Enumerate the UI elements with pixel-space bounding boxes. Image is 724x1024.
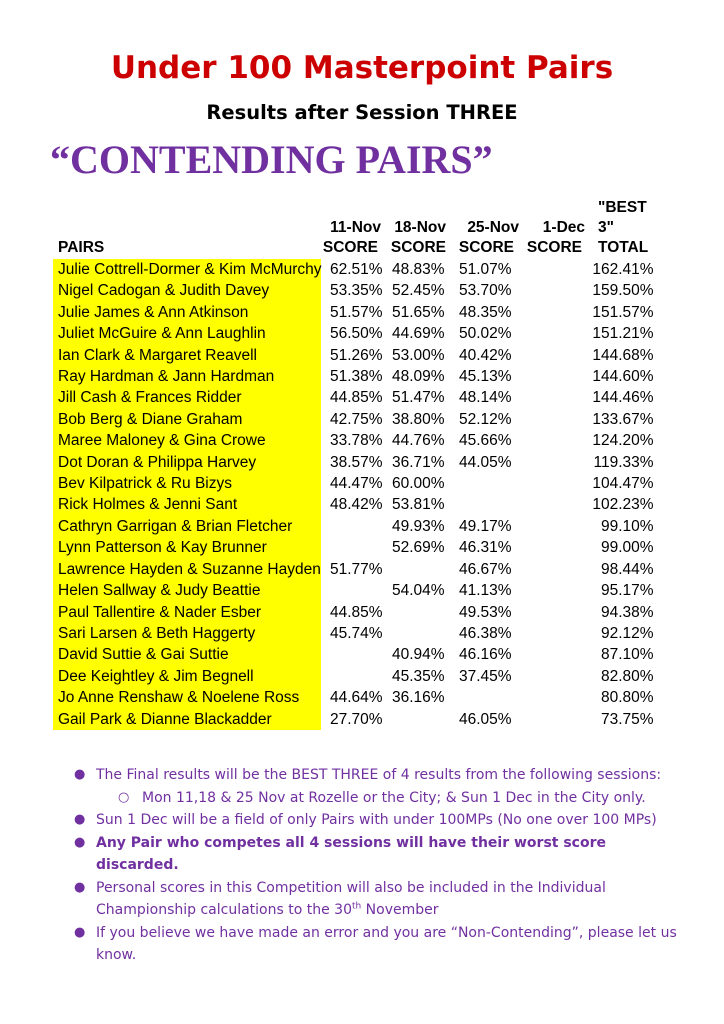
pair-name: Dot Doran & Philippa Harvey xyxy=(58,453,257,471)
header-total-line1: "BEST xyxy=(598,199,647,216)
table-row xyxy=(0,580,654,601)
pair-name: Juliet McGuire & Ann Laughlin xyxy=(58,325,266,343)
score-11-nov: 51.77% xyxy=(329,560,383,578)
bullet-icon: ● xyxy=(74,767,86,782)
pair-name: Cathryn Garrigan & Brian Fletcher xyxy=(58,517,293,535)
score-25-nov: 50.02% xyxy=(458,325,512,343)
score-11-nov xyxy=(322,537,383,558)
score-1-dec xyxy=(512,473,579,494)
score-18-nov: 36.16% xyxy=(391,689,445,707)
score-18-nov xyxy=(383,709,445,730)
score-1-dec xyxy=(512,516,579,537)
best-3-total: 98.44% xyxy=(600,560,654,578)
best-3-total: 87.10% xyxy=(600,646,654,664)
pair-name: Julie James & Ann Atkinson xyxy=(58,303,249,321)
score-1-dec xyxy=(512,623,579,644)
header-s2-date: 18-Nov xyxy=(394,219,446,236)
score-18-nov: 49.93% xyxy=(391,517,445,535)
score-18-nov: 48.09% xyxy=(391,368,445,386)
pair-name: Jo Anne Renshaw & Noelene Ross xyxy=(58,689,300,707)
best-3-total: 144.68% xyxy=(592,346,654,364)
score-25-nov: 46.05% xyxy=(458,710,512,728)
score-25-nov: 41.13% xyxy=(458,582,512,600)
score-18-nov: 52.45% xyxy=(391,282,445,300)
table-row xyxy=(0,452,654,473)
best-3-total: 133.67% xyxy=(592,410,654,428)
best-3-total: 92.12% xyxy=(600,624,654,642)
best-3-total: 95.17% xyxy=(600,582,654,600)
score-25-nov: 49.53% xyxy=(458,603,512,621)
page-subtitle: Results after Session THREE xyxy=(206,101,518,124)
notes-section xyxy=(74,764,684,967)
score-11-nov: 44.64% xyxy=(329,689,383,707)
score-1-dec xyxy=(512,280,579,301)
score-1-dec xyxy=(512,259,579,280)
table-row xyxy=(0,259,654,280)
table-row xyxy=(0,494,654,515)
best-3-total: 99.00% xyxy=(600,539,654,557)
score-1-dec xyxy=(512,687,579,708)
best-3-total: 99.10% xyxy=(600,517,654,535)
score-25-nov: 46.31% xyxy=(458,539,512,557)
best-3-total: 119.33% xyxy=(593,453,654,471)
score-18-nov: 36.71% xyxy=(391,453,445,471)
bullet-icon: ● xyxy=(74,879,86,895)
score-25-nov: 49.17% xyxy=(458,517,512,535)
best-3-total: 82.80% xyxy=(600,667,654,685)
score-25-nov: 45.66% xyxy=(458,432,512,450)
score-11-nov: 51.57% xyxy=(329,303,383,321)
score-11-nov xyxy=(322,516,383,537)
table-row xyxy=(0,623,654,644)
header-pairs: PAIRS xyxy=(58,239,105,256)
table-row xyxy=(0,409,654,430)
table-row xyxy=(0,709,654,730)
score-1-dec xyxy=(512,430,579,451)
score-18-nov xyxy=(383,559,445,580)
score-25-nov: 52.12% xyxy=(458,410,512,428)
pair-name: Lynn Patterson & Kay Brunner xyxy=(58,539,267,557)
score-18-nov: 60.00% xyxy=(391,475,445,493)
pair-name: Rick Holmes & Jenni Sant xyxy=(58,496,238,514)
score-1-dec xyxy=(512,452,579,473)
score-25-nov: 53.70% xyxy=(458,282,512,300)
best-3-total: 73.75% xyxy=(600,710,654,728)
score-25-nov: 44.05% xyxy=(458,453,512,471)
best-3-total: 144.60% xyxy=(592,368,654,386)
score-25-nov: 48.35% xyxy=(458,303,512,321)
table-row xyxy=(0,387,654,408)
header-s1-label: SCORE xyxy=(322,239,378,256)
pair-name: Sari Larsen & Beth Haggerty xyxy=(58,624,256,642)
table-row xyxy=(0,559,654,580)
header-s3-date: 25-Nov xyxy=(467,219,519,236)
pair-name: Bob Berg & Diane Graham xyxy=(58,410,243,428)
score-1-dec xyxy=(512,302,579,323)
score-25-nov xyxy=(445,687,512,708)
table-row xyxy=(0,280,654,301)
score-1-dec xyxy=(512,644,579,665)
bullet-icon: ● xyxy=(74,924,86,940)
header-s4-label: SCORE xyxy=(526,239,582,256)
score-1-dec xyxy=(512,537,579,558)
score-1-dec xyxy=(512,666,579,687)
page-title: Under 100 Masterpoint Pairs xyxy=(110,50,614,86)
best-3-total: 124.20% xyxy=(592,432,654,450)
score-18-nov xyxy=(383,623,445,644)
pair-name: Gail Park & Dianne Blackadder xyxy=(58,710,272,728)
table-row xyxy=(0,687,654,708)
score-11-nov: 44.85% xyxy=(329,603,383,621)
score-25-nov: 45.13% xyxy=(458,368,512,386)
table-row xyxy=(0,602,654,623)
score-18-nov: 40.94% xyxy=(391,646,445,664)
score-1-dec xyxy=(512,602,579,623)
score-18-nov: 38.80% xyxy=(391,410,445,428)
section-heading: “CONTENDING PAIRS” xyxy=(50,137,493,182)
table-row xyxy=(0,366,654,387)
table-row xyxy=(0,666,654,687)
score-1-dec xyxy=(512,323,579,344)
table-row xyxy=(0,345,654,366)
pair-name: Maree Maloney & Gina Crowe xyxy=(58,432,266,450)
score-18-nov: 48.83% xyxy=(391,261,445,278)
score-11-nov: 51.26% xyxy=(329,346,383,364)
score-1-dec xyxy=(512,559,579,580)
table-row xyxy=(0,302,654,323)
score-18-nov xyxy=(383,602,445,623)
score-18-nov: 44.76% xyxy=(391,432,445,450)
score-1-dec xyxy=(512,409,579,430)
best-3-total: 159.50% xyxy=(592,282,654,300)
best-3-total: 151.21% xyxy=(592,325,654,343)
bullet-icon: ● xyxy=(74,812,86,827)
score-1-dec xyxy=(512,387,579,408)
pair-name: Ray Hardman & Jann Hardman xyxy=(58,368,275,386)
score-11-nov: 45.74% xyxy=(329,624,383,642)
table-row xyxy=(0,430,654,451)
score-18-nov: 53.81% xyxy=(391,496,445,514)
pair-name: Nigel Cadogan & Judith Davey xyxy=(58,282,270,300)
note-item: ● The Final results will be the BEST THREE of 4 results from the following sessions: xyxy=(74,764,684,787)
score-11-nov xyxy=(322,580,383,601)
header-s2-label: SCORE xyxy=(390,239,446,256)
score-11-nov: 62.51% xyxy=(329,261,383,278)
score-11-nov: 42.75% xyxy=(329,410,383,428)
score-25-nov: 46.16% xyxy=(458,646,512,664)
score-1-dec xyxy=(512,709,579,730)
note-item: ● If you believe we have made an error and you are “Non-Contending”, please let us know. xyxy=(74,922,684,967)
pair-name: Paul Tallentire & Nader Esber xyxy=(58,603,262,621)
header-total-line2: 3" xyxy=(598,219,614,236)
score-18-nov: 51.47% xyxy=(391,389,445,407)
pair-name: Ian Clark & Margaret Reavell xyxy=(58,346,257,364)
score-25-nov: 48.14% xyxy=(458,389,512,407)
score-11-nov xyxy=(322,666,383,687)
score-11-nov: 44.47% xyxy=(329,475,383,493)
pair-name: Lawrence Hayden & Suzanne Hayden xyxy=(58,560,321,578)
score-1-dec xyxy=(512,366,579,387)
score-18-nov: 45.35% xyxy=(391,667,445,685)
table-row xyxy=(0,473,654,494)
score-25-nov: 40.42% xyxy=(458,346,512,364)
best-3-total: 80.80% xyxy=(600,689,654,707)
score-25-nov: 46.38% xyxy=(458,624,512,642)
best-3-total: 104.47% xyxy=(592,475,654,493)
pair-name: Jill Cash & Frances Ridder xyxy=(58,389,242,407)
pair-name: David Suttie & Gai Suttie xyxy=(58,646,229,664)
pair-name: Julie Cottrell-Dormer & Kim McMurchy xyxy=(58,261,322,278)
header-s1-date: 11-Nov xyxy=(330,219,381,236)
note-subitem: ○ Mon 11,18 & 25 Nov at Rozelle or the City; & Sun 1 Dec in the City only. xyxy=(74,787,684,810)
header-s4-date: 1-Dec xyxy=(542,219,585,236)
score-11-nov: 27.70% xyxy=(329,710,383,728)
best-3-total: 102.23% xyxy=(592,496,654,514)
header-s3-label: SCORE xyxy=(458,239,514,256)
score-25-nov xyxy=(445,473,512,494)
best-3-total: 162.41% xyxy=(592,261,654,278)
best-3-total: 94.38% xyxy=(600,603,654,621)
score-18-nov: 44.69% xyxy=(391,325,445,343)
score-11-nov: 48.42% xyxy=(329,496,383,514)
score-11-nov: 44.85% xyxy=(329,389,383,407)
table-row xyxy=(0,323,654,344)
best-3-total: 144.46% xyxy=(592,389,654,407)
score-25-nov xyxy=(445,494,512,515)
score-25-nov: 51.07% xyxy=(458,261,512,278)
score-18-nov: 51.65% xyxy=(391,303,445,321)
score-18-nov: 54.04% xyxy=(391,582,445,600)
header-total-label: TOTAL xyxy=(598,239,649,256)
score-1-dec xyxy=(512,345,579,366)
pair-name: Dee Keightley & Jim Begnell xyxy=(58,667,254,685)
score-25-nov: 37.45% xyxy=(458,667,512,685)
score-11-nov: 38.57% xyxy=(329,453,383,471)
note-item: ● Personal scores in this Competition will also be included in the Individual Championship calculations to the 30th November xyxy=(74,877,684,922)
score-11-nov: 56.50% xyxy=(329,325,383,343)
score-18-nov: 52.69% xyxy=(391,539,445,557)
note-item: ● Any Pair who competes all 4 sessions will have their worst score discarded. xyxy=(74,832,684,877)
best-3-total: 151.57% xyxy=(592,303,654,321)
score-11-nov: 51.38% xyxy=(329,368,383,386)
score-11-nov: 33.78% xyxy=(329,432,383,450)
circle-bullet-icon: ○ xyxy=(118,789,130,805)
pair-name: Helen Sallway & Judy Beattie xyxy=(58,582,261,600)
table-row xyxy=(0,537,654,558)
score-25-nov: 46.67% xyxy=(458,560,512,578)
note-item: ● Sun 1 Dec will be a field of only Pairs with under 100MPs (No one over 100 MPs) xyxy=(74,809,684,832)
bullet-icon: ● xyxy=(74,834,86,850)
table-row xyxy=(0,516,654,537)
table-row xyxy=(0,644,654,665)
pair-name: Bev Kilpatrick & Ru Bizys xyxy=(58,475,232,493)
results-table xyxy=(0,259,654,730)
score-18-nov: 53.00% xyxy=(391,346,445,364)
score-11-nov xyxy=(322,644,383,665)
score-11-nov: 53.35% xyxy=(329,282,383,300)
score-1-dec xyxy=(512,494,579,515)
score-1-dec xyxy=(512,580,579,601)
